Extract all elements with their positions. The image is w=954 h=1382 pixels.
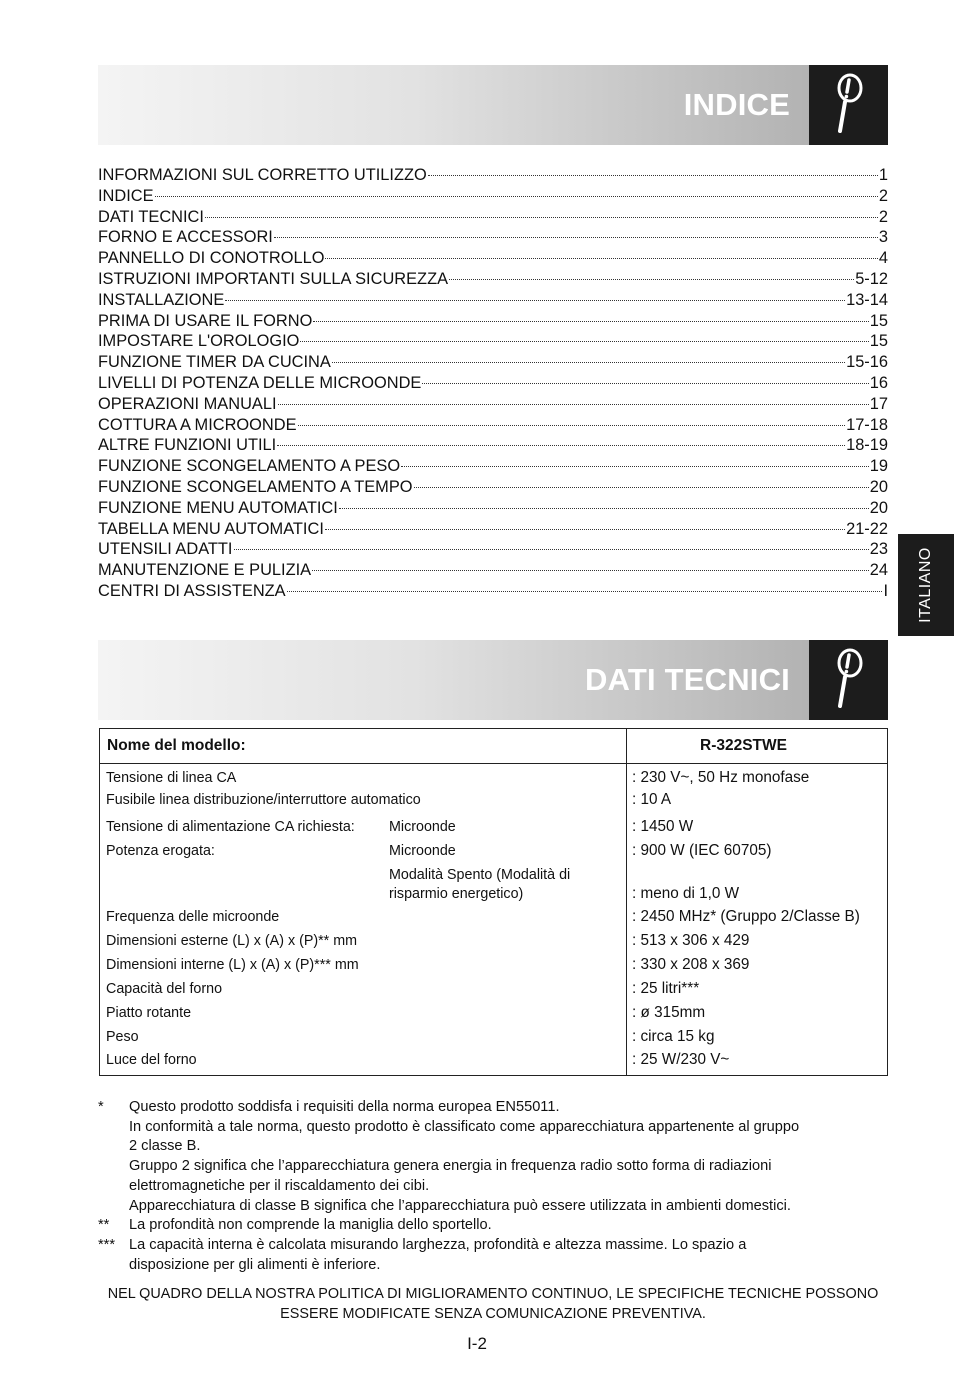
toc-entry: [98, 352, 888, 373]
spec-value: : ø 315mm: [632, 1004, 706, 1021]
toc-entry-page: 21-22: [846, 519, 888, 538]
toc-leader-dots: [155, 196, 878, 197]
toc-entry-label: IMPOSTARE L'OROLOGIO: [98, 332, 300, 351]
toc-entry: [98, 456, 888, 477]
toc-entry: [98, 539, 888, 560]
toc-entry-label: FUNZIONE SCONGELAMENTO A PESO: [98, 457, 401, 476]
toc-entry-label: ISTRUZIONI IMPORTANTI SULLA SICUREZZA: [98, 269, 449, 288]
toc-entry-label: INSTALLAZIONE: [98, 290, 225, 309]
spec-value: : meno di 1,0 W: [632, 885, 740, 902]
toc-leader-dots: [422, 383, 868, 384]
info-icon-box: [809, 640, 888, 720]
toc-leader-dots: [312, 570, 869, 571]
toc-entry: [98, 498, 888, 519]
spec-value: : 10 A: [632, 791, 672, 808]
toc-entry-label: MANUTENZIONE E PULIZIA: [98, 561, 312, 580]
spec-sublabel: Microonde: [389, 843, 456, 859]
spec-sublabel: Modalità Spento (Modalità di: [389, 867, 571, 883]
spec-value: : 513 x 306 x 429: [632, 932, 750, 949]
toc-entry: [98, 290, 888, 311]
toc-entry: [98, 560, 888, 581]
footnote-mark: **: [98, 1217, 110, 1234]
toc-leader-dots: [277, 445, 845, 446]
toc-entry-page: 20: [869, 477, 888, 496]
toc-entry-page: 4: [878, 249, 888, 268]
spec-label: Tensione di alimentazione CA richiesta:: [106, 819, 355, 835]
footnote-line: La capacità interna è calcolata misurando larghezza, profondità e altezza massime. Lo spazio a: [129, 1236, 747, 1253]
footnotes: [98, 1098, 890, 1275]
footnote-line: La profondità non comprende la maniglia dello sportello.: [129, 1217, 492, 1234]
toc-entry-page: 2: [878, 186, 888, 205]
toc-entry-label: DATI TECNICI: [98, 207, 204, 226]
spec-label: Peso: [106, 1029, 139, 1045]
toc-entry: [98, 373, 888, 394]
spec-value: : 330 x 208 x 369: [632, 956, 750, 973]
footnote-line: Gruppo 2 significa che l’apparecchiatura genera energia in frequenza radio sotto forma di radiazioni: [129, 1158, 772, 1175]
toc-leader-dots: [414, 487, 869, 488]
toc-entry-page: 2: [878, 207, 888, 226]
spec-sublabel: Microonde: [389, 819, 456, 835]
disclaimer-line: NEL QUADRO DELLA NOSTRA POLITICA DI MIGLIORAMENTO CONTINUO, LE SPECIFICHE TECNICHE POSSONO: [107, 1286, 879, 1302]
toc-entry: [98, 311, 888, 332]
toc-entry-label: FUNZIONE MENU AUTOMATICI: [98, 498, 338, 517]
toc-leader-dots: [298, 425, 846, 426]
footnote: [98, 1216, 890, 1236]
toc-leader-dots: [325, 258, 877, 259]
toc-leader-dots: [332, 362, 845, 363]
spec-label: Capacità del forno: [106, 981, 223, 997]
toc-entry-page: 15: [869, 332, 888, 351]
language-tab: [898, 534, 954, 636]
toc-entry-page: 23: [869, 540, 888, 559]
spec-label: Frequenza delle microonde: [106, 909, 280, 925]
spec-value: : 230 V~, 50 Hz monofase: [632, 769, 810, 786]
toc-entry-label: LIVELLI DI POTENZA DELLE MICROONDE: [98, 373, 422, 392]
footnote-mark: ***: [98, 1236, 116, 1253]
toc-leader-dots: [234, 549, 869, 550]
spec-label: Fusibile linea distribuzione/interruttore automatico: [106, 792, 421, 808]
spec-value: : 25 W/230 V~: [632, 1051, 730, 1068]
footnote: [98, 1236, 890, 1275]
footnote-line: Questo prodotto soddisfa i requisiti della norma europea EN55011.: [129, 1099, 560, 1115]
toc-leader-dots: [339, 508, 869, 509]
toc-entry-label: FUNZIONE TIMER DA CUCINA: [98, 353, 331, 372]
info-pen-icon: [833, 73, 865, 137]
toc-entry: [98, 207, 888, 228]
toc-entry-label: INFORMAZIONI SUL CORRETTO UTILIZZO: [98, 166, 427, 184]
toc-leader-dots: [325, 529, 845, 530]
toc-entry-page: 17: [869, 394, 888, 413]
model-name-value: R-322STWE: [700, 737, 787, 754]
toc-entry-label: FORNO E ACCESSORI: [98, 228, 273, 247]
spec-label: Piatto rotante: [106, 1005, 192, 1021]
column-divider: [626, 729, 627, 1075]
toc-entry-label: COTTURA A MICROONDE: [98, 415, 297, 434]
footnote-mark: *: [98, 1099, 104, 1115]
index-banner: [98, 65, 888, 145]
toc-entry-page: 24: [869, 561, 888, 580]
spec-label: Dimensioni interne (L) x (A) x (P)*** mm: [106, 957, 359, 973]
toc-leader-dots: [449, 279, 854, 280]
index-title: INDICE: [683, 87, 790, 122]
specs-table: [99, 728, 888, 1076]
footnote-line: 2 classe B.: [129, 1138, 201, 1155]
toc-entry: [98, 394, 888, 415]
spec-label: Potenza erogata:: [106, 843, 215, 859]
spec-value: : 25 litri***: [632, 980, 700, 997]
toc-entry: [98, 477, 888, 498]
toc-entry-page: I: [883, 581, 888, 600]
page-number: I-2: [467, 1334, 487, 1353]
disclaimer-line: ESSERE MODIFICATE SENZA COMUNICAZIONE PREVENTIVA.: [280, 1306, 706, 1322]
toc-leader-dots: [401, 466, 869, 467]
toc-leader-dots: [205, 217, 878, 218]
toc-entry-label: ALTRE FUNZIONI UTILI: [98, 436, 277, 455]
specs-title: DATI TECNICI: [584, 662, 790, 697]
footnote-line: elettromagnetiche per il riscaldamento dei cibi.: [129, 1177, 430, 1194]
footnote: [98, 1098, 890, 1216]
toc-entry-label: TABELLA MENU AUTOMATICI: [98, 519, 324, 538]
footnote-line: disposizione per gli alimenti è inferiore.: [129, 1256, 381, 1273]
spec-value: : 2450 MHz* (Gruppo 2/Classe B): [632, 908, 860, 925]
toc-entry-page: 15: [869, 311, 888, 330]
toc-leader-dots: [300, 341, 868, 342]
toc-leader-dots: [274, 237, 878, 238]
toc-leader-dots: [313, 321, 868, 322]
toc-leader-dots: [287, 591, 883, 592]
toc-entry-page: 19: [869, 457, 888, 476]
toc-entry: [98, 269, 888, 290]
toc-entry: [98, 227, 888, 248]
toc-entry: [98, 581, 888, 602]
toc-entry: [98, 415, 888, 436]
toc-entry-label: FUNZIONE SCONGELAMENTO A TEMPO: [98, 477, 413, 496]
spec-value: : 1450 W: [632, 818, 694, 835]
toc-entry-label: PANNELLO DI CONOTROLLO: [98, 249, 325, 268]
toc-leader-dots: [278, 404, 869, 405]
toc-entry-page: 1: [878, 166, 888, 184]
footnote-line: Apparecchiatura di classe B significa che l’apparecchiatura può essere utilizzata in ambienti domestici.: [129, 1197, 791, 1214]
toc-entry-page: 15-16: [846, 353, 888, 372]
toc-entry-page: 16: [869, 373, 888, 392]
disclaimer: [98, 1284, 888, 1324]
info-pen-icon: [833, 648, 865, 712]
spec-value: : circa 15 kg: [632, 1028, 715, 1045]
specs-banner: [98, 640, 888, 720]
spec-sublabel: risparmio energetico): [389, 886, 524, 902]
toc-entry-label: CENTRI DI ASSISTENZA: [98, 581, 286, 600]
toc-entry-label: OPERAZIONI MANUALI: [98, 394, 277, 413]
toc-entry-label: INDICE: [98, 186, 154, 205]
toc-entry-page: 18-19: [846, 436, 888, 455]
toc-leader-dots: [225, 300, 845, 301]
toc-entry-label: UTENSILI ADATTI: [98, 540, 233, 559]
toc-entry-page: 20: [869, 498, 888, 517]
toc-entry-page: 13-14: [846, 290, 888, 309]
spec-value: : 900 W (IEC 60705): [632, 842, 772, 859]
language-tab-label: ITALIANO: [917, 547, 934, 623]
toc-entry: [98, 248, 888, 269]
info-icon-box: [809, 65, 888, 145]
spec-label: Dimensioni esterne (L) x (A) x (P)** mm: [106, 933, 358, 949]
toc-entry: [98, 331, 888, 352]
toc-entry: [98, 519, 888, 540]
table-of-contents: [98, 165, 888, 602]
footnote-line: In conformità a tale norma, questo prodotto è classificato come apparecchiatura appartenente al gruppo: [129, 1118, 800, 1135]
toc-entry-page: 17-18: [846, 415, 888, 434]
toc-entry: [98, 165, 888, 186]
toc-entry-page: 5-12: [855, 269, 888, 288]
toc-entry-page: 3: [878, 228, 888, 247]
toc-leader-dots: [428, 175, 878, 176]
model-name-label: Nome del modello:: [107, 737, 246, 754]
spec-label: Tensione di linea CA: [106, 770, 237, 786]
spec-label: Luce del forno: [106, 1052, 197, 1068]
toc-entry: [98, 186, 888, 207]
toc-entry: [98, 435, 888, 456]
toc-entry-label: PRIMA DI USARE IL FORNO: [98, 311, 313, 330]
